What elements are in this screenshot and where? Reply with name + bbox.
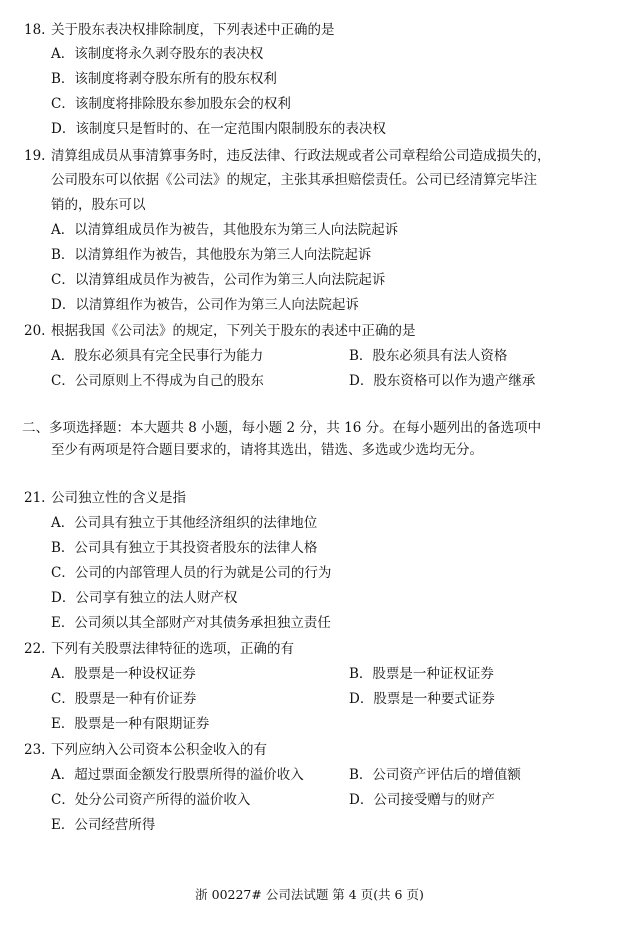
question-21-option-e: E．公司须以其全部财产对其债务承担独立责任 bbox=[51, 615, 331, 631]
question-19-option-b: B．以清算组作为被告，其他股东为第三人向法院起诉 bbox=[51, 247, 372, 263]
question-20-option-b: B．股东必须具有法人资格 bbox=[349, 348, 508, 364]
question-22-option-b: B．股票是一种证权证券 bbox=[349, 666, 494, 682]
question-19-stem-line-3: 销的，股东可以 bbox=[51, 197, 146, 213]
page-footer: 浙 00227# 公司法试题 第 4 页(共 6 页) bbox=[195, 887, 424, 902]
question-20-number: 20. bbox=[24, 323, 46, 339]
question-20-option-d: D．股东资格可以作为遗产继承 bbox=[349, 373, 536, 389]
question-21-number: 21. bbox=[24, 490, 46, 506]
question-20-option-a: A．股东必须具有完全民事行为能力 bbox=[51, 348, 264, 364]
question-21-option-c: C．公司的内部管理人员的行为就是公司的行为 bbox=[51, 565, 332, 581]
question-18-stem: 关于股东表决权排除制度，下列表述中正确的是 bbox=[51, 22, 335, 38]
question-23-option-b: B．公司资产评估后的增值额 bbox=[349, 767, 521, 783]
question-19-stem-line-2: 公司股东可以依据《公司法》的规定，主张其承担赔偿责任。公司已经清算完毕注 bbox=[51, 172, 537, 188]
question-19-option-a: A．以清算组成员作为被告，其他股东为第三人向法院起诉 bbox=[51, 222, 399, 238]
question-20-option-c: C．公司原则上不得成为自己的股东 bbox=[51, 373, 264, 389]
question-18-number: 18. bbox=[24, 22, 46, 38]
question-21-option-a: A．公司具有独立于其他经济组织的法律地位 bbox=[51, 515, 318, 531]
question-22-option-c: C．股票是一种有价证券 bbox=[51, 691, 197, 707]
question-23-option-d: D．公司接受赠与的财产 bbox=[349, 792, 495, 808]
section-2-instructions-line-2: 至少有两项是符合题目要求的，请将其选出，错选、多选或少选均无分。 bbox=[51, 442, 483, 458]
question-21-stem: 公司独立性的含义是指 bbox=[51, 490, 186, 506]
question-22-option-a: A．股票是一种设权证券 bbox=[51, 666, 196, 682]
question-18-option-c: C．该制度将排除股东参加股东会的权利 bbox=[51, 96, 291, 112]
question-23-option-a: A．超过票面金额发行股票所得的溢价收入 bbox=[51, 767, 304, 783]
question-23-number: 23. bbox=[24, 742, 46, 758]
question-21-option-d: D．公司享有独立的法人财产权 bbox=[51, 590, 238, 606]
question-18-option-b: B．该制度将剥夺股东所有的股东权利 bbox=[51, 71, 277, 87]
question-23-option-c: C．处分公司资产所得的溢价收入 bbox=[51, 792, 251, 808]
question-19-stem-line-1: 清算组成员从事清算事务时，违反法律、行政法规或者公司章程给公司造成损失的， bbox=[51, 148, 551, 164]
question-18-option-a: A．该制度将永久剥夺股东的表决权 bbox=[51, 46, 264, 62]
question-20-stem: 根据我国《公司法》的规定，下列关于股东的表述中正确的是 bbox=[51, 323, 416, 339]
question-21-option-b: B．公司具有独立于其投资者股东的法律人格 bbox=[51, 540, 318, 556]
question-23-option-e: E．公司经营所得 bbox=[51, 817, 156, 833]
section-2-instructions-line-1: 二、多项选择题：本大题共 8 小题，每小题 2 分，共 16 分。在每小题列出的备选项中 bbox=[22, 420, 542, 436]
question-19-option-d: D．以清算组作为被告，公司作为第三人向法院起诉 bbox=[51, 297, 359, 313]
question-22-stem: 下列有关股票法律特征的选项，正确的有 bbox=[51, 641, 294, 657]
question-19-option-c: C．以清算组成员作为被告，公司作为第三人向法院起诉 bbox=[51, 272, 386, 288]
question-22-number: 22. bbox=[24, 641, 46, 657]
question-23-stem: 下列应纳入公司资本公积金收入的有 bbox=[51, 742, 267, 758]
question-22-option-d: D．股票是一种要式证券 bbox=[349, 691, 495, 707]
question-18-option-d: D．该制度只是暂时的、在一定范围内限制股东的表决权 bbox=[51, 121, 386, 137]
question-19-number: 19. bbox=[24, 148, 46, 164]
question-22-option-e: E．股票是一种有限期证券 bbox=[51, 716, 210, 732]
